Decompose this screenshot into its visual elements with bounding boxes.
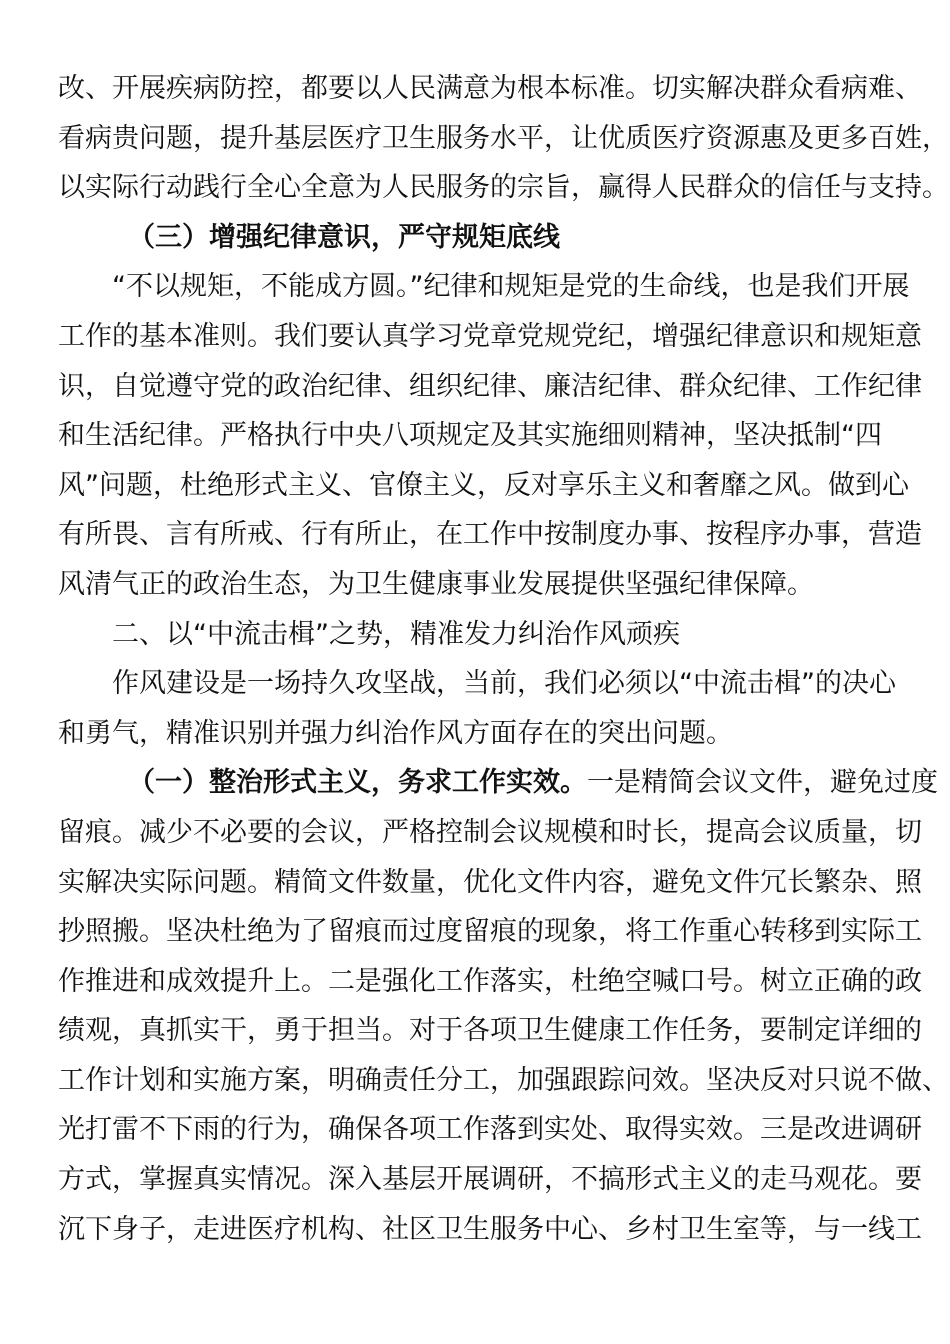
- subsection-heading: （一）整治形式主义，务求工作实效。: [128, 767, 587, 799]
- paragraph-line: 工作的基本准则。我们要认真学习党章党规党纪，增强纪律意识和规矩意: [58, 320, 922, 352]
- paragraph-line: 留痕。减少不必要的会议，严格控制会议规模和时长，提高会议质量，切: [58, 816, 922, 848]
- paragraph-line: 以实际行动践行全心全意为人民服务的宗旨，赢得人民群众的信任与支持。: [58, 172, 949, 204]
- paragraph-line: 工作计划和实施方案，明确责任分工，加强跟踪问效。坚决反对只说不做、: [58, 1064, 949, 1096]
- paragraph-text: 一是精简会议文件，避免过度: [587, 767, 938, 799]
- paragraph-line: 绩观，真抓实干，勇于担当。对于各项卫生健康工作任务，要制定详细的: [58, 1015, 922, 1047]
- paragraph-line: “不以规矩，不能成方圆。”纪律和规矩是党的生命线，也是我们开展: [112, 271, 910, 303]
- paragraph-line: 看病贵问题，提升基层医疗卫生服务水平，让优质医疗资源惠及更多百姓，: [58, 122, 949, 154]
- paragraph-line: 作推进和成效提升上。二是强化工作落实，杜绝空喊口号。树立正确的政: [58, 965, 922, 997]
- paragraph-line: 抄照搬。坚决杜绝为了留痕而过度留痕的现象，将工作重心转移到实际工: [58, 916, 922, 948]
- paragraph-line: 和勇气，精准识别并强力纠治作风方面存在的突出问题。: [58, 717, 733, 749]
- paragraph-line: 和生活纪律。严格执行中央八项规定及其实施细则精神，坚决抵制“四: [58, 420, 882, 452]
- paragraph-line: 沉下身子，走进医疗机构、社区卫生服务中心、乡村卫生室等，与一线工: [58, 1213, 922, 1245]
- paragraph-line: 作风建设是一场持久攻坚战，当前，我们必须以“中流击楫”的决心: [112, 668, 896, 700]
- section-heading-2: 二、以“中流击楫”之势，精准发力纠治作风顽疾: [112, 618, 680, 650]
- paragraph-line-mixed: [58, 758, 938, 808]
- paragraph-line: 光打雷不下雨的行为，确保各项工作落到实处、取得实效。三是改进调研: [58, 1114, 922, 1146]
- paragraph-line: 实解决实际问题。精简文件数量，优化文件内容，避免文件冗长繁杂、照: [58, 866, 922, 898]
- document-body: [58, 64, 949, 1254]
- paragraph-line: 识，自觉遵守党的政治纪律、组织纪律、廉洁纪律、群众纪律、工作纪律: [58, 370, 922, 402]
- paragraph-line: 风”问题，杜绝形式主义、官僚主义，反对享乐主义和奢靡之风。做到心: [58, 469, 909, 501]
- paragraph-line: 风清气正的政治生态，为卫生健康事业发展提供坚强纪律保障。: [58, 568, 814, 600]
- paragraph-line: 方式，掌握真实情况。深入基层开展调研，不搞形式主义的走马观花。要: [58, 1164, 922, 1196]
- paragraph-line: 改、开展疾病防控，都要以人民满意为根本标准。切实解决群众看病难、: [58, 73, 922, 104]
- section-heading: （三）增强纪律意识，严守规矩底线: [128, 221, 560, 253]
- paragraph-line: 有所畏、言有所戒、行有所止，在工作中按制度办事、按程序办事，营造: [58, 519, 922, 551]
